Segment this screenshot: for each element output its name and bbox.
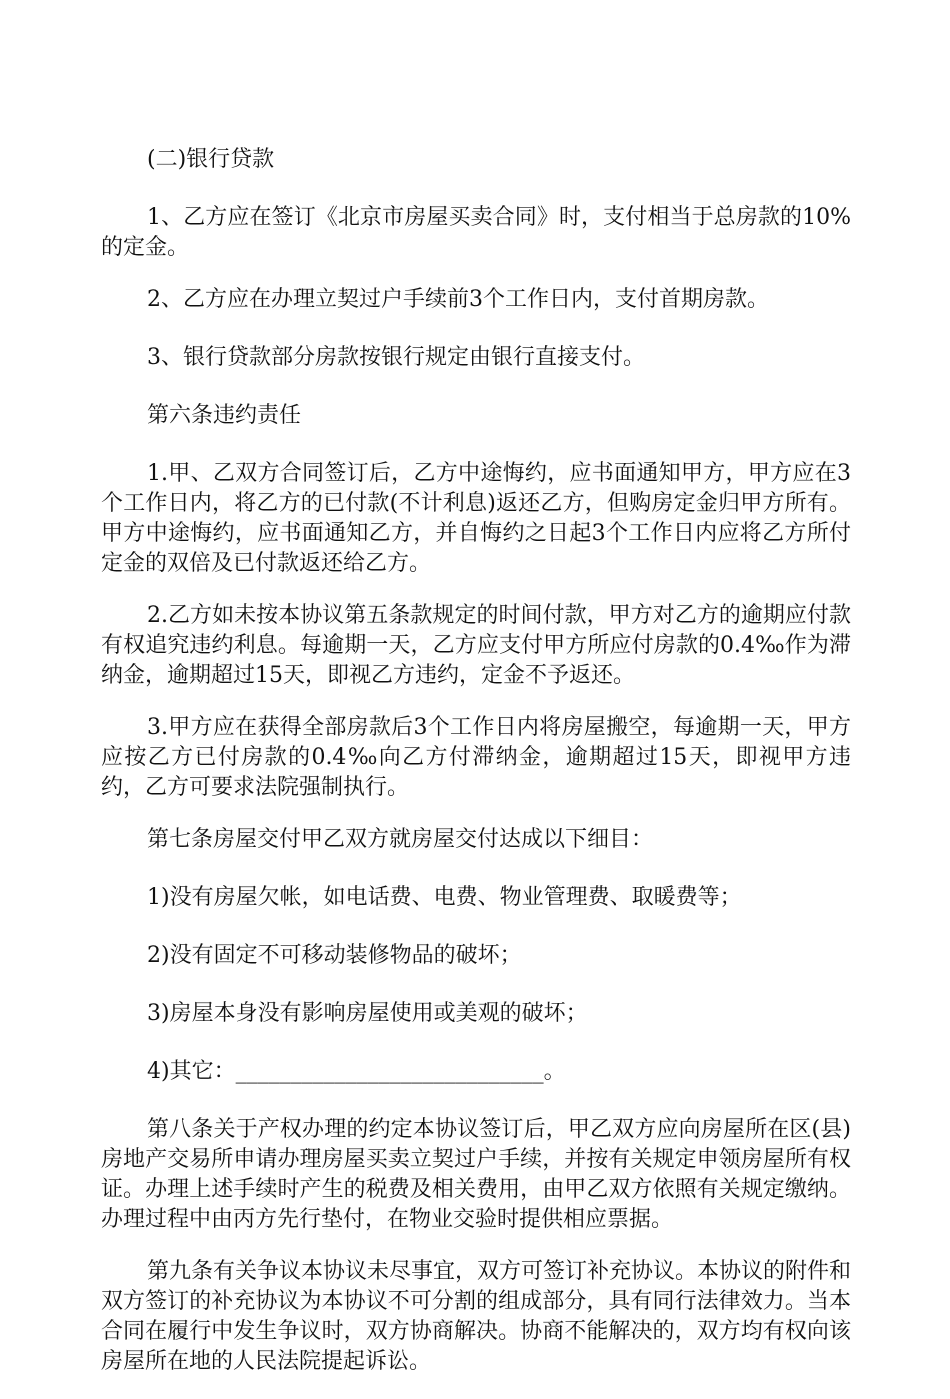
list-item: 4)其它：____________________________。 [147, 1059, 566, 1084]
list-item: 2)没有固定不可移动装修物品的破坏； [147, 943, 522, 968]
paragraph: 2.乙方如未按本协议第五条款规定的时间付款，甲方对乙方的逾期应付款有权追究违约利息。每逾期一天，乙方应支付甲方所应付房款的0.4‰作为滞纳金，逾期超过15天，即视乙方违约，定金不予返还。 [101, 603, 851, 688]
paragraph: 1.甲、乙双方合同签订后，乙方中途悔约，应书面通知甲方，甲方应在3个工作日内，将乙方的已付款(不计利息)返还乙方，但购房定金归甲方所有。甲方中途悔约，应书面通知乙方，并自悔约之日起3个工作日内应将乙方所付定金的双倍及已付款返还给乙方。 [101, 461, 851, 576]
paragraph: 3、银行贷款部分房款按银行规定由银行直接支付。 [147, 345, 645, 370]
document-body [101, 145, 851, 1399]
article-heading-6: 第六条违约责任 [147, 403, 302, 428]
article-9-paragraph: 第九条有关争议本协议未尽事宜，双方可签订补充协议。本协议的附件和双方签订的补充协议为本协议不可分割的组成部分，具有同行法律效力。当本合同在履行中发生争议时，双方协商解决。协商不能解决的，双方均有权向该房屋所在地的人民法院提起诉讼。 [101, 1259, 852, 1374]
paragraph: 1、乙方应在签订《北京市房屋买卖合同》时，支付相当于总房款的10%的定金。 [101, 205, 851, 260]
paragraph: 3.甲方应在获得全部房款后3个工作日内将房屋搬空，每逾期一天，甲方应按乙方已付房款的0.4‰向乙方付滞纳金，逾期超过15天，即视甲方违约，乙方可要求法院强制执行。 [101, 715, 851, 800]
list-item: 3)房屋本身没有影响房屋使用或美观的破坏； [147, 1001, 588, 1026]
list-item: 1)没有房屋欠帐，如电话费、电费、物业管理费、取暖费等； [147, 885, 742, 910]
article-8-paragraph: 第八条关于产权办理的约定本协议签订后，甲乙双方应向房屋所在区(县)房地产交易所申请办理房屋买卖立契过户手续，并按有关规定申领房屋所有权证。办理上述手续时产生的税费及相关费用，由甲乙双方依照有关规定缴纳。办理过程中由丙方先行垫付，在物业交验时提供相应票据。 [101, 1117, 851, 1232]
article-heading-7: 第七条房屋交付甲乙双方就房屋交付达成以下细目： [147, 827, 654, 852]
section-heading-bank-loan: (二)银行贷款 [147, 147, 275, 172]
paragraph: 2、乙方应在办理立契过户手续前3个工作日内，支付首期房款。 [147, 287, 769, 312]
